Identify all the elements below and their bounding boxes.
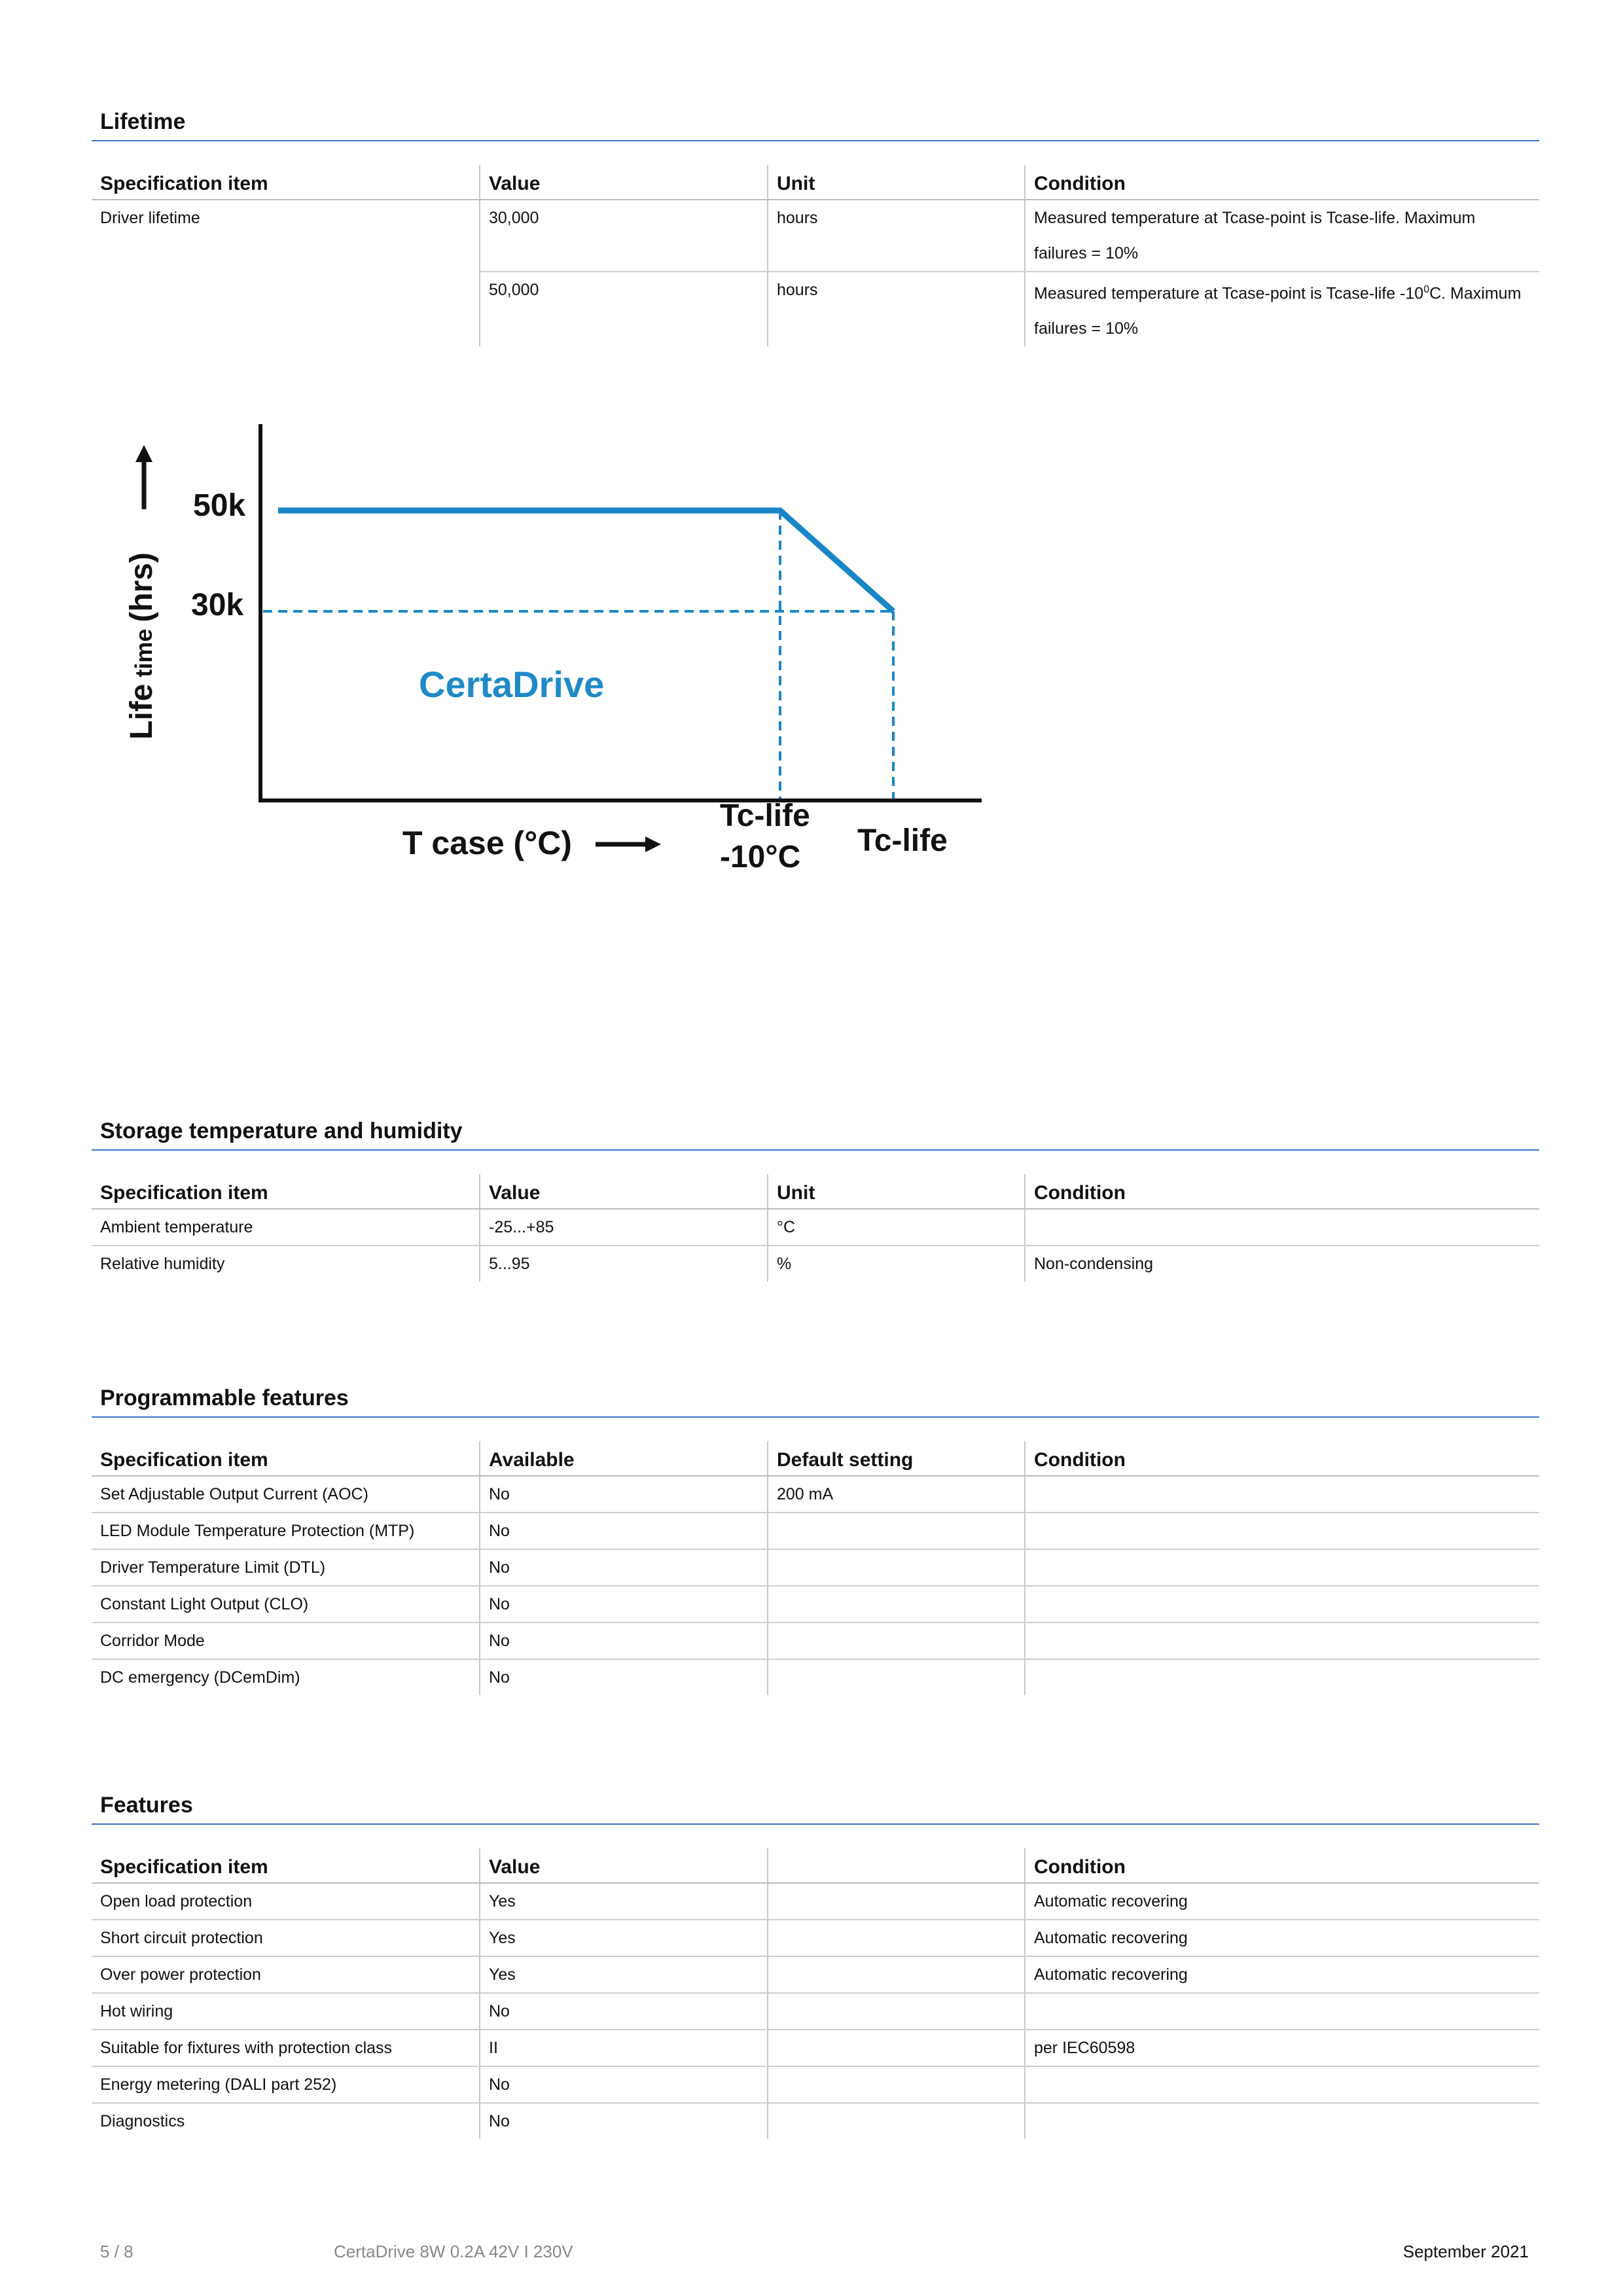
y-tick-label: 30k: [191, 588, 244, 622]
spec-unit: °C: [768, 1209, 1025, 1246]
spec-condition: per IEC60598: [1025, 2030, 1539, 2066]
brand-label: CertaDrive: [419, 664, 605, 705]
column-header: Condition: [1025, 1174, 1539, 1209]
spec-condition: [1025, 1993, 1539, 2030]
spec-value: No: [480, 1513, 768, 1549]
spec-empty: [768, 1883, 1025, 1920]
table-row: [92, 1549, 1539, 1586]
page-number: 5 / 8: [100, 2242, 134, 2261]
spec-value: Yes: [480, 1920, 768, 1956]
x-tick-label: Tc-life: [720, 798, 810, 833]
spec-condition: [1025, 1476, 1539, 1513]
section-divider: [92, 1416, 1539, 1418]
lifetime-chart: [118, 419, 995, 890]
spec-condition: [1025, 1659, 1539, 1695]
spec-empty: [768, 1993, 1025, 2030]
x-axis-arrow-icon: [645, 836, 661, 852]
y-axis-label: Lifetime(hrs): [124, 552, 159, 740]
spec-empty: [768, 2103, 1025, 2139]
spec-default: 200 mA: [768, 1476, 1025, 1513]
table-row: [92, 1956, 1539, 1993]
spec-item: Constant Light Output (CLO): [92, 1586, 480, 1623]
spec-item: DC emergency (DCemDim): [100, 1668, 300, 1687]
section-title: Storage temperature and humidity: [100, 1119, 463, 1143]
spec-default: [768, 1623, 1025, 1659]
column-header: Condition: [1025, 165, 1539, 200]
column-header: Default setting: [768, 1441, 1025, 1476]
spec-default: [768, 1549, 1025, 1586]
table-row: [92, 1513, 1539, 1549]
table-row: [92, 1920, 1539, 1956]
spec-value: No: [480, 1476, 768, 1513]
spec-value: No: [480, 1993, 768, 2030]
features-table: [92, 1848, 1539, 2139]
spec-value: -25...+85: [480, 1209, 768, 1246]
table-header-row: [92, 1174, 1539, 1209]
table-header-row: [92, 1848, 1539, 1883]
spec-condition: [1025, 1209, 1539, 1246]
lifetime-table: [92, 165, 1539, 346]
column-header: Specification item: [92, 165, 480, 200]
spec-condition: Automatic recovering: [1025, 1883, 1539, 1920]
section-divider: [92, 1149, 1539, 1151]
spec-condition: [1025, 1549, 1539, 1586]
spec-value: No: [480, 1586, 768, 1623]
spec-value: No: [480, 1549, 768, 1586]
spec-empty: [768, 2066, 1025, 2103]
lifetime-section: [92, 103, 1539, 346]
column-header: Condition: [1025, 1848, 1539, 1883]
spec-item: Relative humidity: [100, 1255, 225, 1273]
table-header-row: [92, 1441, 1539, 1476]
storage-table: [92, 1174, 1539, 1282]
spec-item: Energy metering (DALI part 252): [92, 2066, 480, 2103]
spec-unit: %: [768, 1246, 1025, 1282]
spec-value: 30,000: [480, 200, 768, 272]
spec-unit: hours: [768, 200, 1025, 272]
section-title: Lifetime: [100, 109, 186, 134]
table-row: [92, 200, 1539, 272]
column-header: Value: [480, 1848, 768, 1883]
spec-item: Open load protection: [92, 1883, 480, 1920]
spec-default: [768, 1586, 1025, 1623]
column-header: Value: [480, 1174, 768, 1209]
table-row: [92, 1623, 1539, 1659]
spec-value: No: [480, 2066, 768, 2103]
table-header-row: [92, 165, 1539, 200]
spec-value: No: [480, 1659, 768, 1695]
spec-condition: [1025, 1513, 1539, 1549]
x-tick-label: -10°C: [720, 840, 801, 874]
spec-value: No: [480, 2103, 768, 2139]
spec-condition: [1025, 1623, 1539, 1659]
spec-condition: Non-condensing: [1025, 1246, 1539, 1282]
spec-empty: [768, 1920, 1025, 1956]
spec-value: No: [480, 1623, 768, 1659]
spec-unit: hours: [768, 272, 1025, 346]
column-header: Condition: [1025, 1441, 1539, 1476]
spec-condition: [1025, 1586, 1539, 1623]
spec-value: Yes: [480, 1956, 768, 1993]
spec-item: Corridor Mode: [92, 1623, 480, 1659]
table-row: [92, 1246, 1539, 1282]
table-row: [92, 1993, 1539, 2030]
features-section: [92, 1787, 1539, 2139]
table-row: [92, 2066, 1539, 2103]
spec-condition: Measured temperature at Tcase-point is Tcase-life. Maximum failures = 10%: [1025, 200, 1539, 272]
column-header: [768, 1848, 1025, 1883]
spec-value: Yes: [480, 1883, 768, 1920]
spec-value: 5...95: [480, 1246, 768, 1282]
column-header: Unit: [768, 165, 1025, 200]
table-row: [92, 1659, 1539, 1695]
spec-empty: [768, 1956, 1025, 1993]
spec-item: Set Adjustable Output Current (AOC): [92, 1476, 480, 1513]
column-header: Available: [480, 1441, 768, 1476]
lifetime-series-line: [278, 511, 893, 611]
spec-item: Short circuit protection: [92, 1920, 480, 1956]
storage-section: [92, 1113, 1539, 1282]
product-name: CertaDrive 8W 0.2A 42V I 230V: [334, 2242, 573, 2261]
spec-condition: Automatic recovering: [1025, 1920, 1539, 1956]
publication-date: September 2021: [1402, 2242, 1529, 2261]
spec-item: Ambient temperature: [92, 1209, 480, 1246]
spec-default: [768, 1659, 1025, 1695]
table-row: [92, 2103, 1539, 2139]
y-tick-label: 50k: [193, 488, 246, 523]
column-header: Specification item: [92, 1441, 480, 1476]
table-row: [92, 1209, 1539, 1246]
spec-condition: Automatic recovering: [1025, 1956, 1539, 1993]
section-title: Programmable features: [100, 1386, 349, 1410]
spec-value: 50,000: [480, 272, 768, 346]
spec-item: Over power protection: [92, 1956, 480, 1993]
programmable-table: [92, 1441, 1539, 1695]
spec-item: Hot wiring: [92, 1993, 480, 2030]
spec-item: Suitable for fixtures with protection class: [92, 2030, 480, 2066]
table-row: [92, 1883, 1539, 1920]
table-row: [92, 272, 1539, 346]
spec-item: LED Module Temperature Protection (MTP): [92, 1513, 480, 1549]
table-row: [92, 1476, 1539, 1513]
section-divider: [92, 140, 1539, 141]
spec-default: [768, 1513, 1025, 1549]
spec-condition: Measured temperature at Tcase-point is Tcase-life $-10^0C$. Maximum failures = 10%: [1025, 272, 1539, 346]
spec-condition: [1025, 2103, 1539, 2139]
column-header: Specification item: [92, 1174, 480, 1209]
spec-empty: [768, 2030, 1025, 2066]
spec-condition: [1025, 2066, 1539, 2103]
spec-item: Driver lifetime: [100, 209, 200, 227]
column-header: Specification item: [92, 1848, 480, 1883]
y-axis-arrow-icon: [135, 445, 152, 462]
spec-item: [92, 272, 480, 346]
column-header: Unit: [768, 1174, 1025, 1209]
section-title: Features: [100, 1793, 193, 1818]
column-header: Value: [480, 165, 768, 200]
x-tick-label: Tc-life: [857, 823, 948, 858]
table-row: [92, 2030, 1539, 2066]
x-axis-label: T case (°C): [402, 825, 572, 861]
section-divider: [92, 1823, 1539, 1825]
programmable-section: [92, 1380, 1539, 1695]
spec-item: Diagnostics: [100, 2112, 185, 2130]
table-row: [92, 1586, 1539, 1623]
spec-value: II: [480, 2030, 768, 2066]
spec-item: Driver Temperature Limit (DTL): [92, 1549, 480, 1586]
